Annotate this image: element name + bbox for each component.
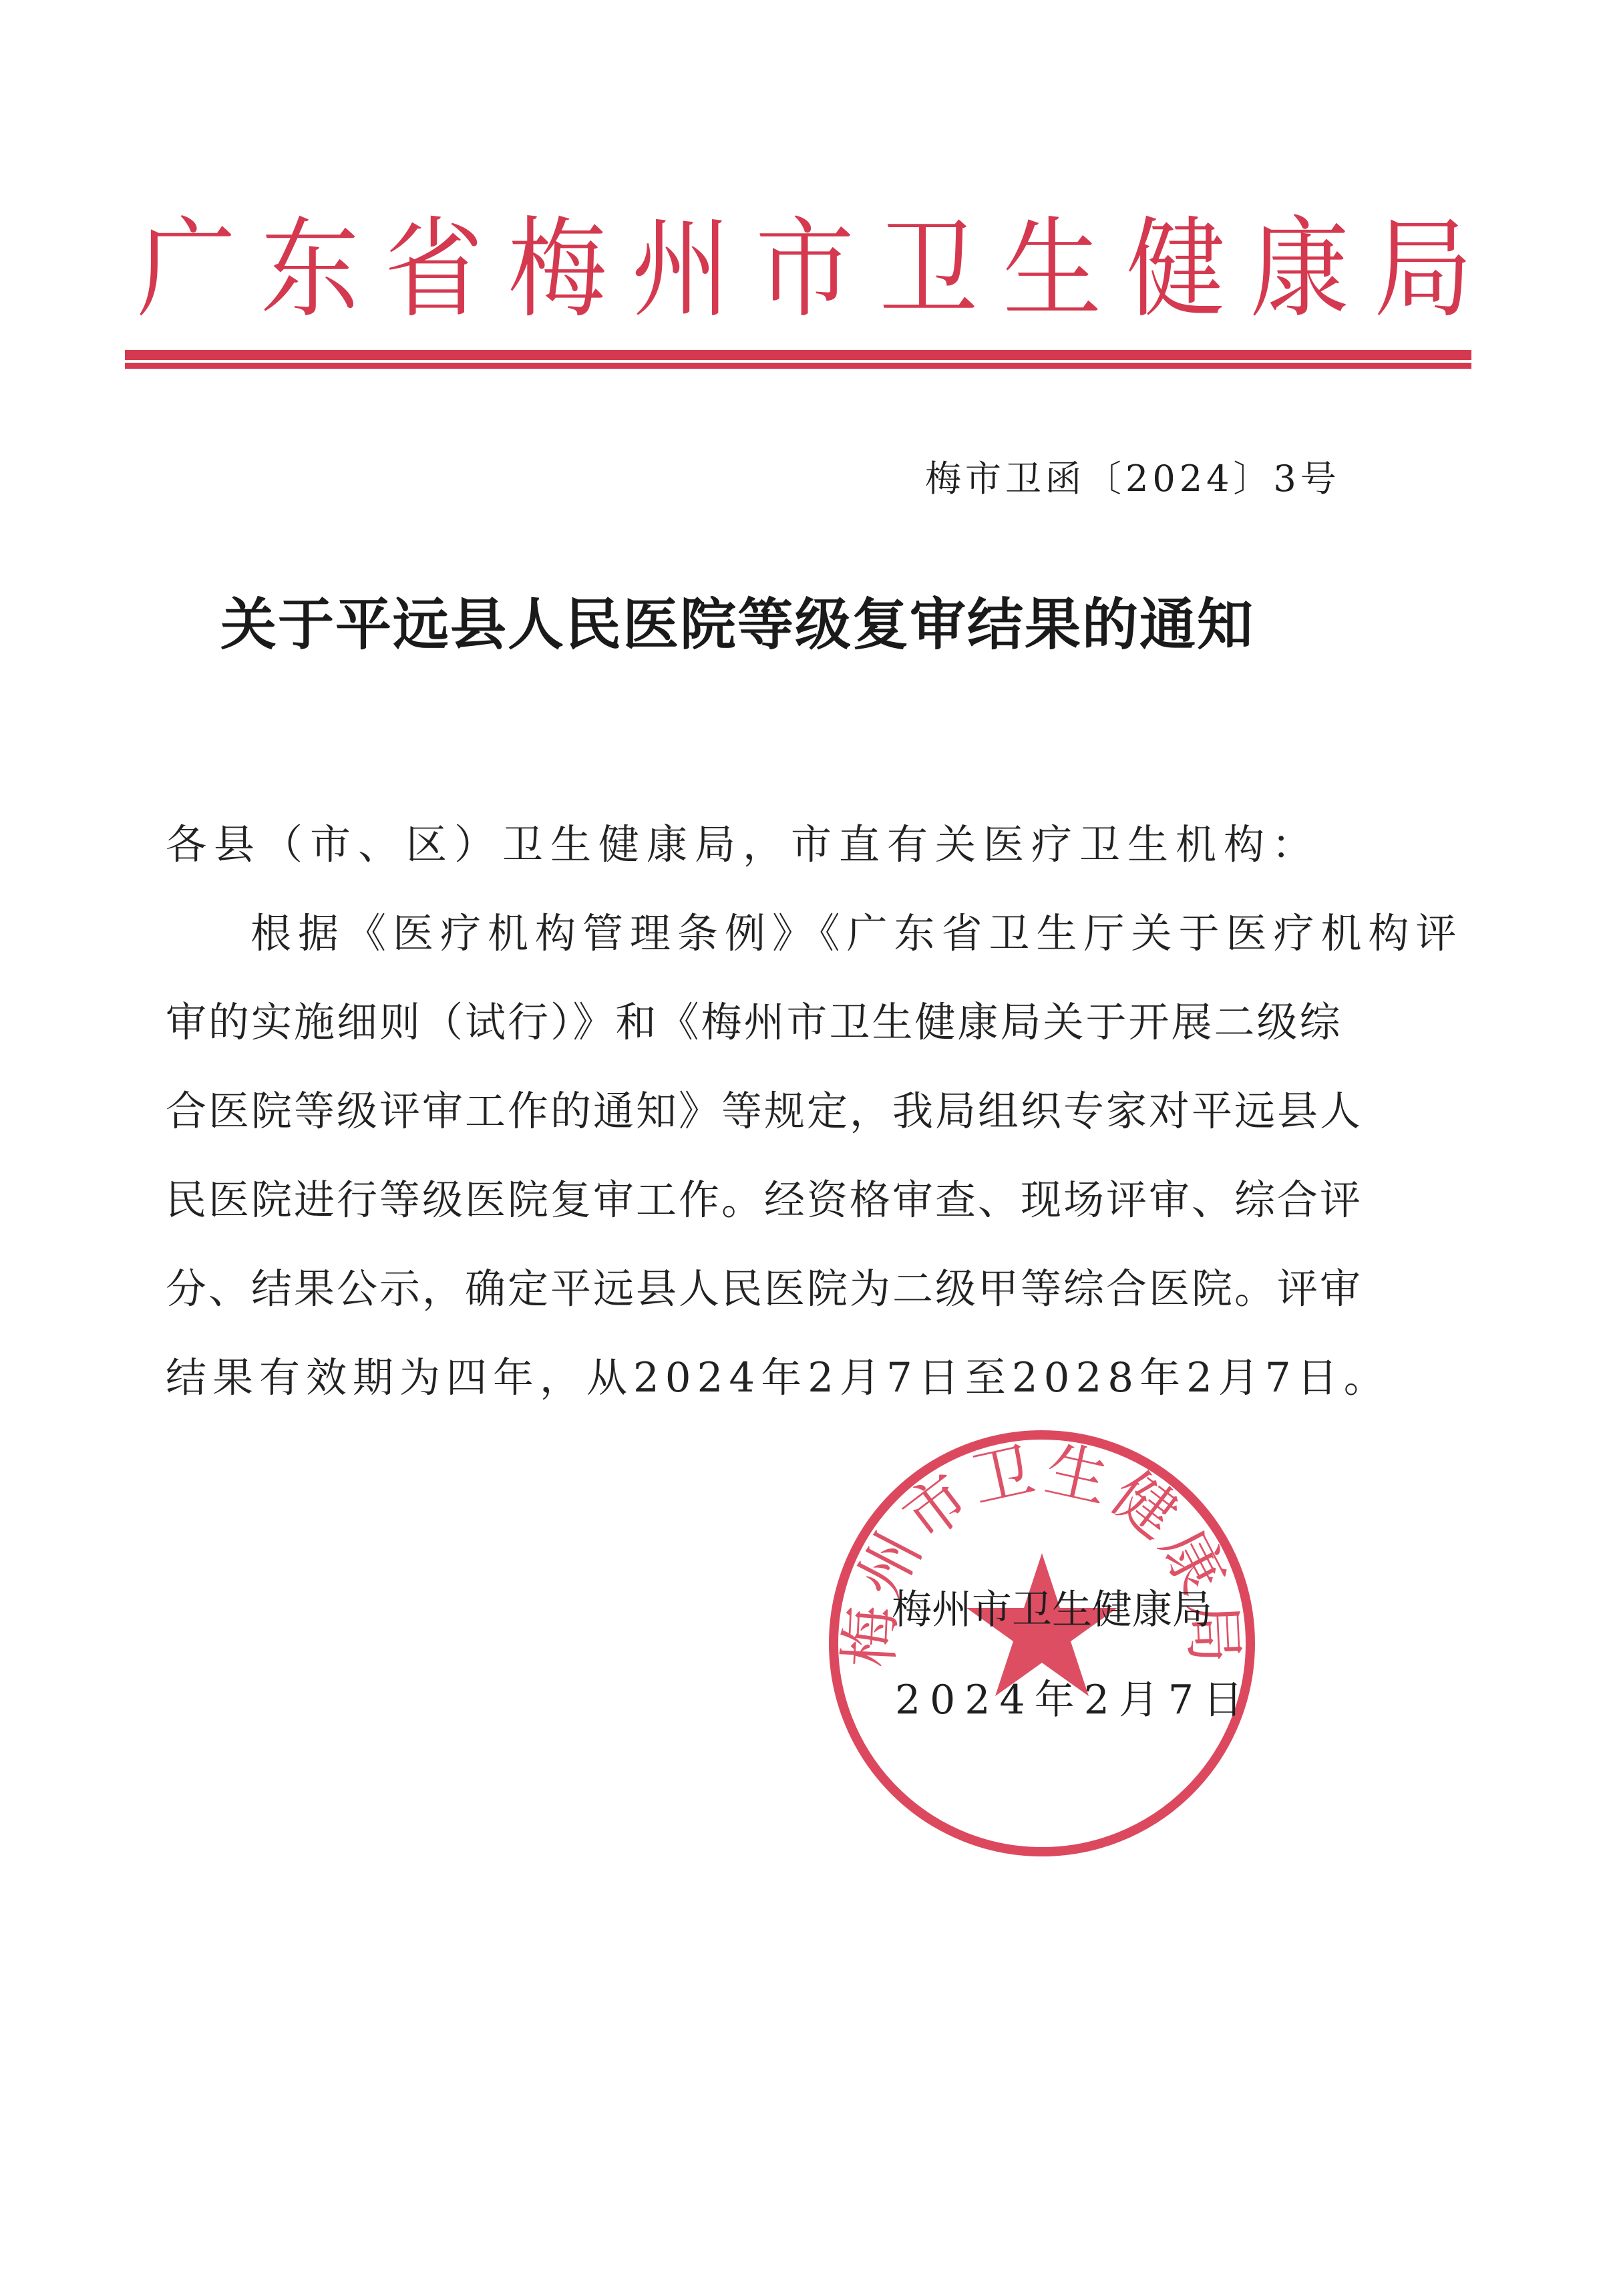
body-line	[166, 989, 1401, 1056]
masthead-char: 健	[1126, 206, 1226, 333]
masthead-char: 州	[631, 206, 731, 333]
issuer-signature: 梅州市卫生健康局	[892, 1587, 1212, 1633]
seal-text: 梅州市卫生健康局	[834, 1433, 1250, 1669]
body-line	[166, 1078, 1401, 1145]
document-title: 关于平远县人民医院等级复审结果的通知	[220, 591, 1255, 657]
body-line	[250, 900, 1463, 967]
body-line	[166, 1256, 1401, 1323]
masthead-divider-thin	[125, 363, 1471, 369]
document-number: 梅市卫函〔2024〕3号	[925, 458, 1340, 500]
masthead-char: 局	[1373, 206, 1473, 333]
body-line-text: 分、结果公示，确定平远县人民医院为二级甲等综合医院。评审	[166, 1265, 1363, 1313]
body-line-text: 民医院进行等级医院复审工作。经资格审查、现场评审、综合评	[166, 1176, 1363, 1224]
masthead-title	[137, 206, 1473, 333]
masthead-char: 东	[260, 206, 360, 333]
body-line-text: 结果有效期为四年，从2024年2月7日至2028年2月7日。	[166, 1354, 1391, 1402]
masthead-char: 广	[137, 206, 236, 333]
body-line-text: 审的实施细则（试行）》和《梅州市卫生健康局关于开展二级综	[166, 999, 1343, 1046]
body-line-text: 合医院等级评审工作的通知》等规定，我局组织专家对平远县人	[166, 1088, 1363, 1135]
body-line-text: 根据《医疗机构管理条例》《广东省卫生厅关于医疗机构评	[250, 910, 1463, 957]
masthead-char: 生	[1003, 206, 1102, 333]
body-line	[166, 1345, 1401, 1412]
official-seal-icon	[825, 1426, 1259, 1860]
issue-date: 2024年2月7日	[895, 1677, 1253, 1724]
masthead-char: 省	[384, 206, 484, 333]
masthead-char: 梅	[508, 206, 607, 333]
salutation: 各县（市、区）卫生健康局，市直有关医疗卫生机构：	[166, 821, 1320, 868]
masthead-char: 市	[755, 206, 854, 333]
masthead-char: 康	[1250, 206, 1349, 333]
masthead-divider-thick	[125, 350, 1471, 360]
body-line	[166, 1167, 1401, 1234]
masthead-char: 卫	[879, 206, 978, 333]
